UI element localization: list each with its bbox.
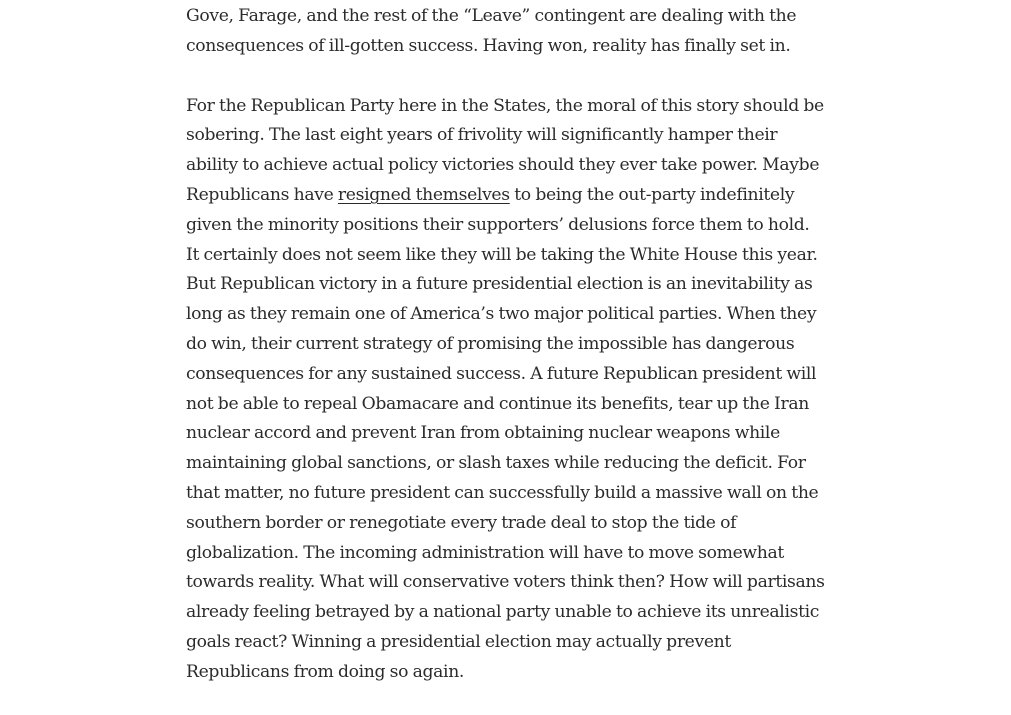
paragraph-line: given the minority positions their supporters’ delusions force them to hold.: [186, 214, 810, 235]
paragraph-line: towards reality. What will conservative voters think then? How will partisans: [186, 572, 825, 593]
paragraph-line: already feeling betrayed by a national party unable to achieve its unrealistic: [186, 602, 820, 623]
resigned-themselves-link[interactable]: resigned themselves: [337, 184, 510, 205]
paragraph-line: ability to achieve actual policy victories should they ever take power. Maybe: [186, 155, 820, 176]
paragraph-republican-party: [186, 92, 826, 688]
paragraph-line: Gove, Farage, and the rest of the “Leave” contingent are dealing with the: [186, 6, 797, 26]
paragraph-line: globalization. The incoming administration will have to move somewhat: [186, 542, 784, 563]
paragraph-line: long as they remain one of America’s two major political parties. When they: [186, 304, 817, 325]
line-text-before-link: Republicans have: [186, 184, 338, 205]
paragraph-line: do win, their current strategy of promising the impossible has dangerous: [186, 333, 795, 354]
paragraph-line: not be able to repeal Obamacare and continue its benefits, tear up the Iran: [186, 393, 809, 414]
paragraph-line: It certainly does not seem like they will be taking the White House this year.: [186, 244, 818, 265]
paragraph-line: For the Republican Party here in the States, the moral of this story should be: [186, 95, 824, 116]
paragraph-line: maintaining global sanctions, or slash taxes while reducing the deficit. For: [186, 453, 806, 474]
paragraph-line: consequences of ill-gotten success. Having won, reality has finally set in.: [186, 35, 791, 56]
paragraph-line: sobering. The last eight years of frivolity will significantly hamper their: [186, 125, 778, 146]
line-text-after-link: to being the out-party indefinitely: [509, 184, 795, 205]
article-body: [186, 2, 826, 688]
paragraph-line-with-link: [186, 181, 826, 211]
paragraph-line: But Republican victory in a future presidential election is an inevitability as: [186, 274, 813, 295]
paragraph-line: Republicans from doing so again.: [186, 661, 465, 682]
paragraph-line: that matter, no future president can successfully build a massive wall on the: [186, 482, 819, 503]
paragraph-line: nuclear accord and prevent Iran from obtaining nuclear weapons while: [186, 423, 780, 444]
paragraph-leave-contingent: [186, 2, 826, 62]
paragraph-line: goals react? Winning a presidential election may actually prevent: [186, 631, 731, 652]
paragraph-line: southern border or renegotiate every trade deal to stop the tide of: [186, 512, 737, 533]
paragraph-line: consequences for any sustained success. A future Republican president will: [186, 363, 817, 384]
